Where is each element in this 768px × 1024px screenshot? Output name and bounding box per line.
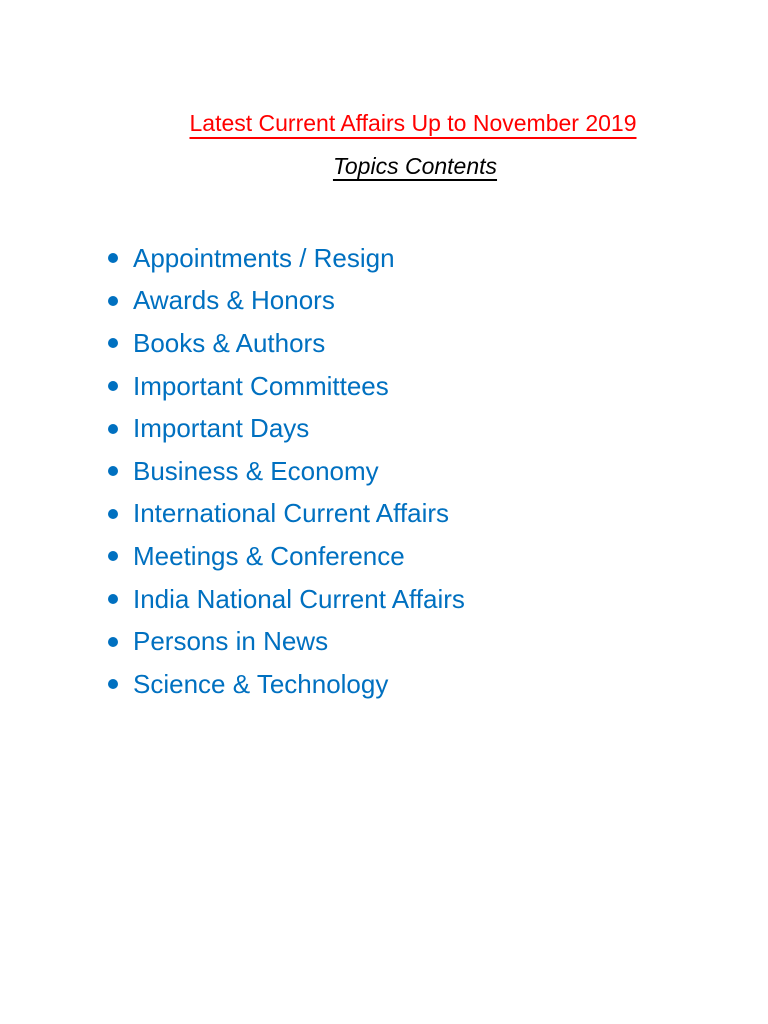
topics-list [108, 237, 465, 706]
topic-label: International Current Affairs [133, 498, 450, 529]
topic-label: Important Committees [133, 370, 389, 401]
list-item [108, 620, 465, 663]
bullet-icon [108, 679, 118, 689]
document-subtitle: Topics Contents [332, 153, 498, 179]
list-item [108, 280, 465, 323]
topic-label: India National Current Affairs [133, 583, 465, 614]
bullet-icon [108, 253, 118, 263]
list-item [108, 365, 465, 408]
document-title: Latest Current Affairs Up to November 2019 [189, 110, 637, 136]
list-item [108, 578, 465, 621]
topic-label: Meetings & Conference [133, 540, 405, 571]
bullet-icon [108, 338, 118, 348]
list-item [108, 407, 465, 450]
topic-label: Books & Authors [133, 327, 326, 358]
bullet-icon [108, 296, 118, 306]
topic-label: Appointments / Resign [133, 242, 395, 273]
topic-label: Persons in News [133, 626, 329, 657]
topic-label: Awards & Honors [133, 285, 335, 316]
list-item [108, 493, 465, 536]
topic-label: Business & Economy [133, 455, 379, 486]
bullet-icon [108, 466, 118, 476]
topic-label: Important Days [133, 413, 310, 444]
bullet-icon [108, 381, 118, 391]
list-item [108, 535, 465, 578]
topic-label: Science & Technology [133, 668, 389, 699]
bullet-icon [108, 594, 118, 604]
list-item [108, 663, 465, 706]
list-item [108, 237, 465, 280]
bullet-icon [108, 424, 118, 434]
bullet-icon [108, 551, 118, 561]
bullet-icon [108, 637, 118, 647]
bullet-icon [108, 509, 118, 519]
list-item [108, 322, 465, 365]
list-item [108, 450, 465, 493]
